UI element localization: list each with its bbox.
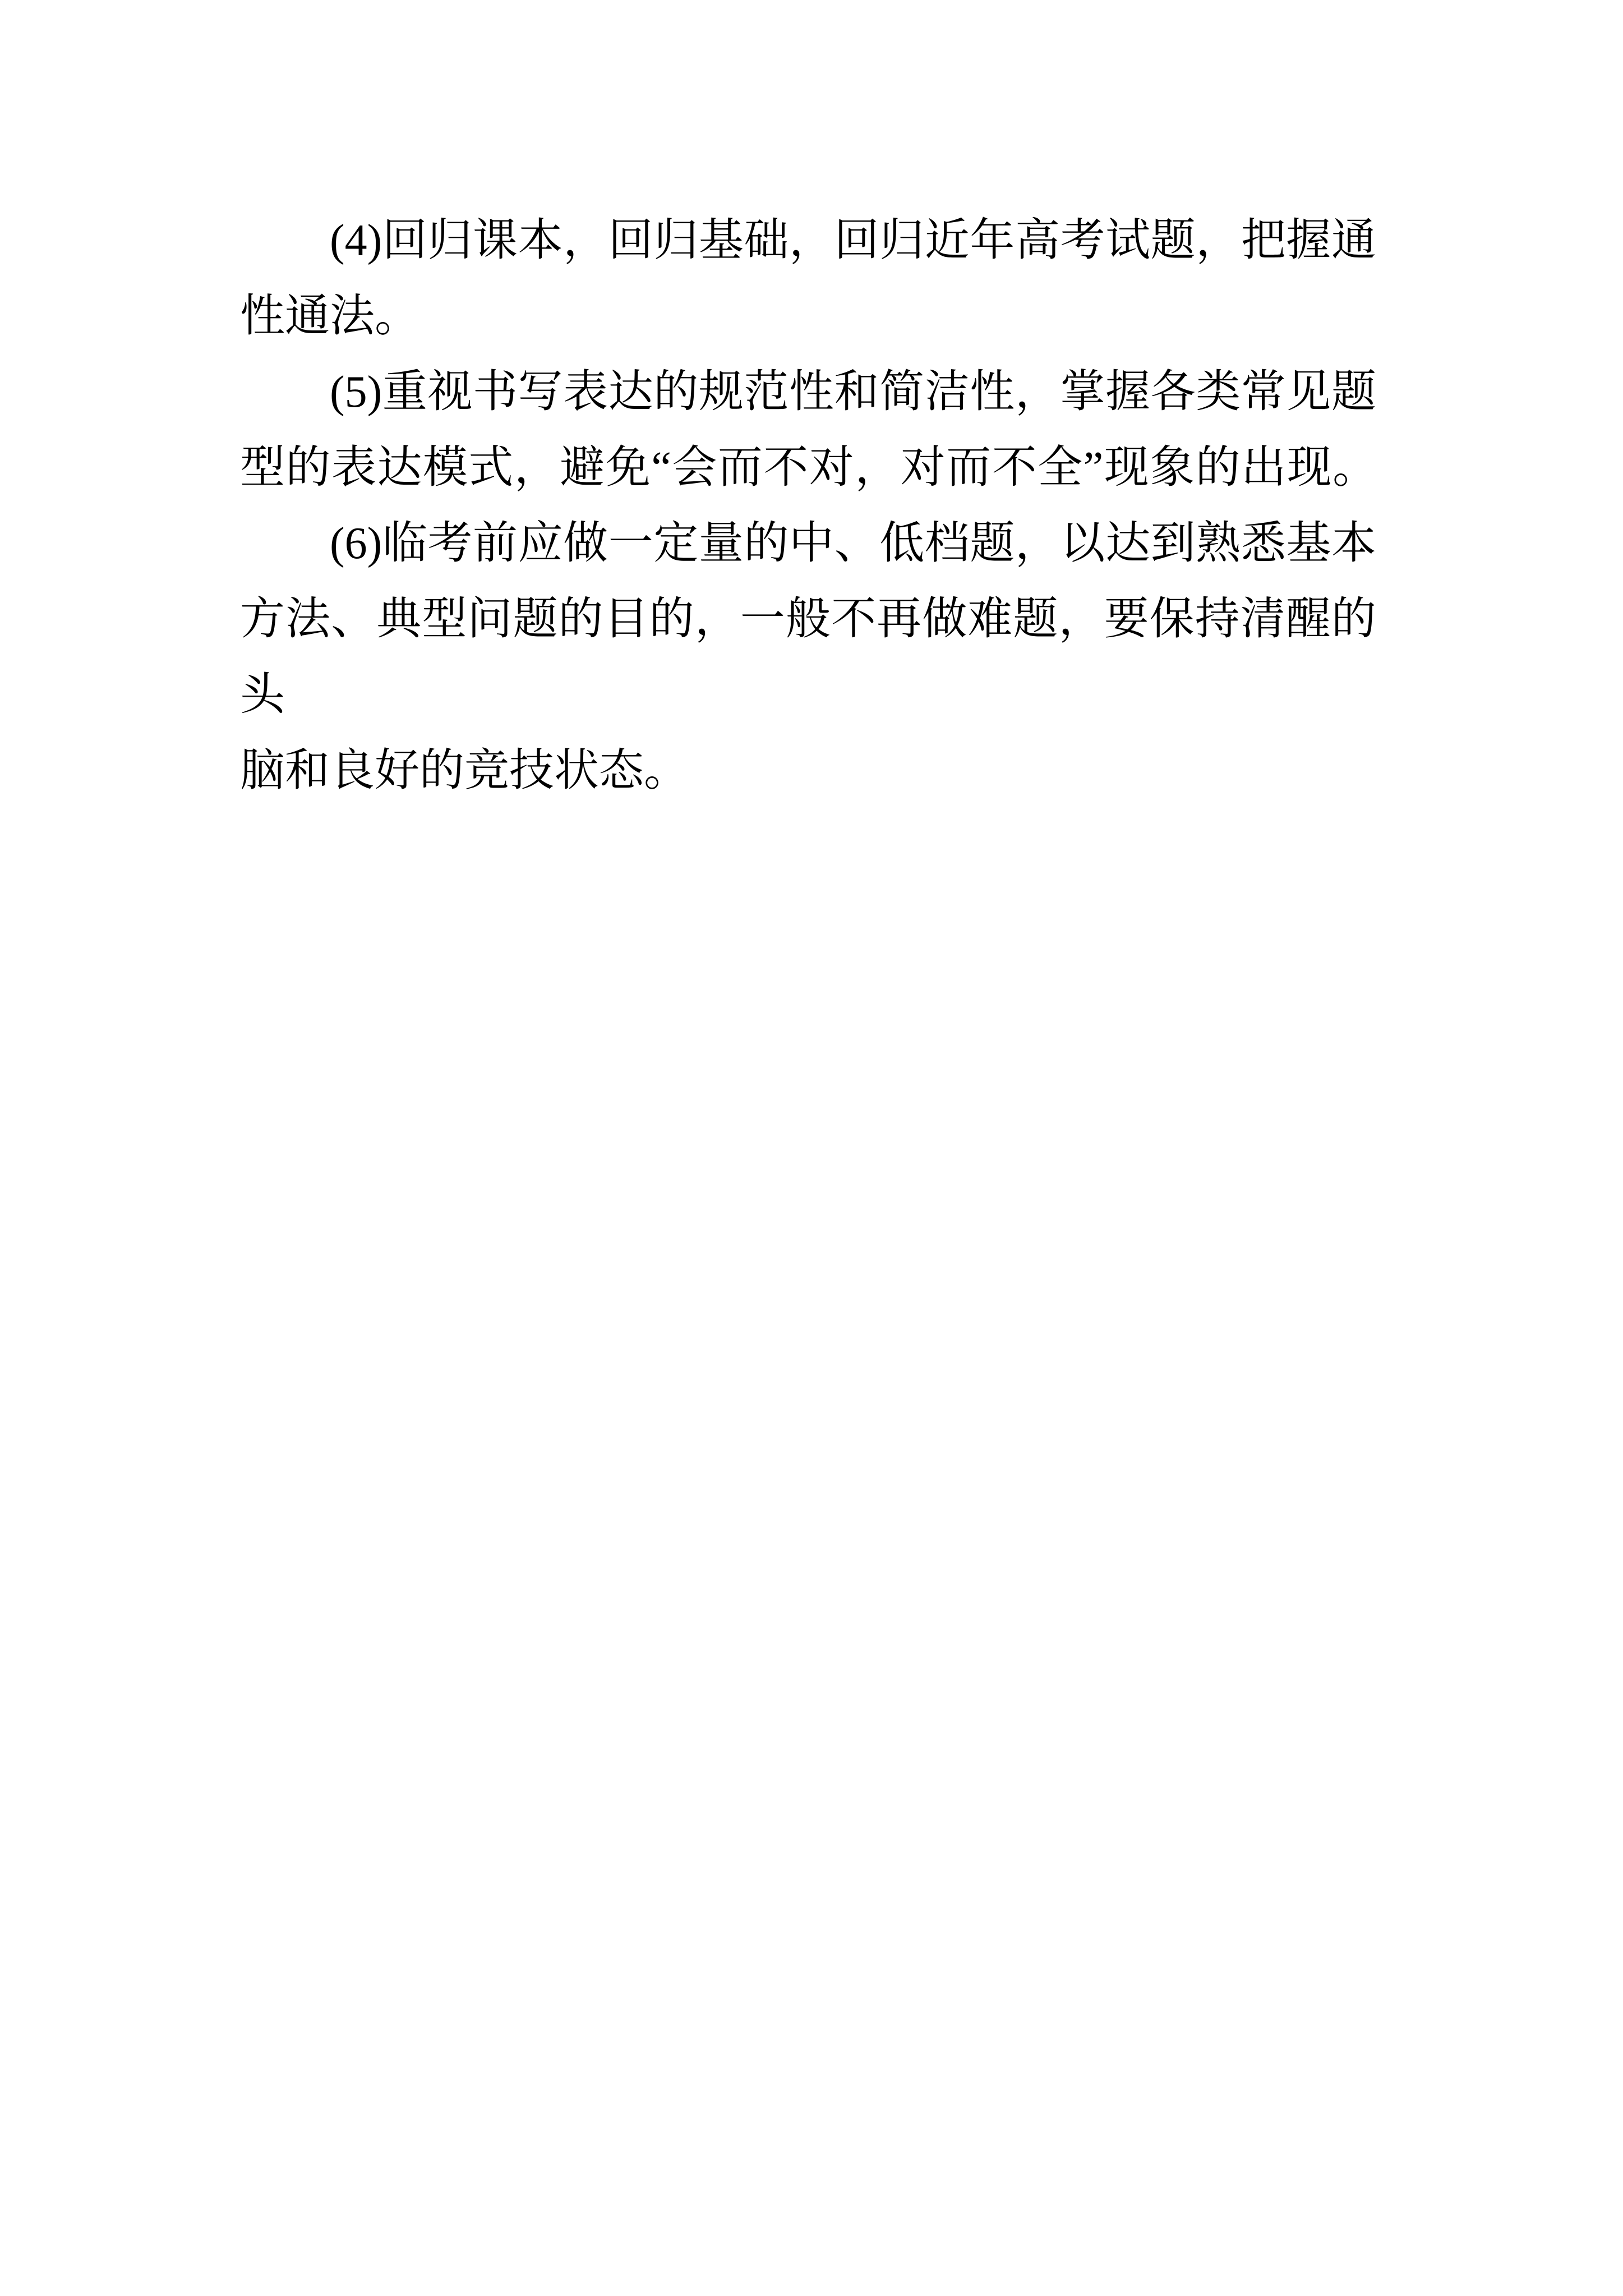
text-line: 型的表达模式，避免“会而不对，对而不全”现象的出现。 [240, 443, 1376, 493]
text-line: (4)回归课本，回归基础，回归近年高考试题，把握通 [330, 216, 1376, 265]
text-line: 方法、典型问题的目的，一般不再做难题，要保持清醒的头 [240, 595, 1376, 720]
paragraph-4 [240, 203, 1376, 355]
text-line: 性通法。 [240, 292, 419, 341]
text-block [240, 203, 1376, 809]
text-line: 脑和良好的竞技状态。 [240, 746, 689, 795]
text-line: (6)临考前应做一定量的中、低档题，以达到熟悉基本 [330, 519, 1376, 568]
text-line: (5)重视书写表达的规范性和简洁性，掌握各类常见题 [330, 367, 1376, 417]
paragraph-6 [240, 506, 1376, 809]
paragraph-5 [240, 355, 1376, 506]
